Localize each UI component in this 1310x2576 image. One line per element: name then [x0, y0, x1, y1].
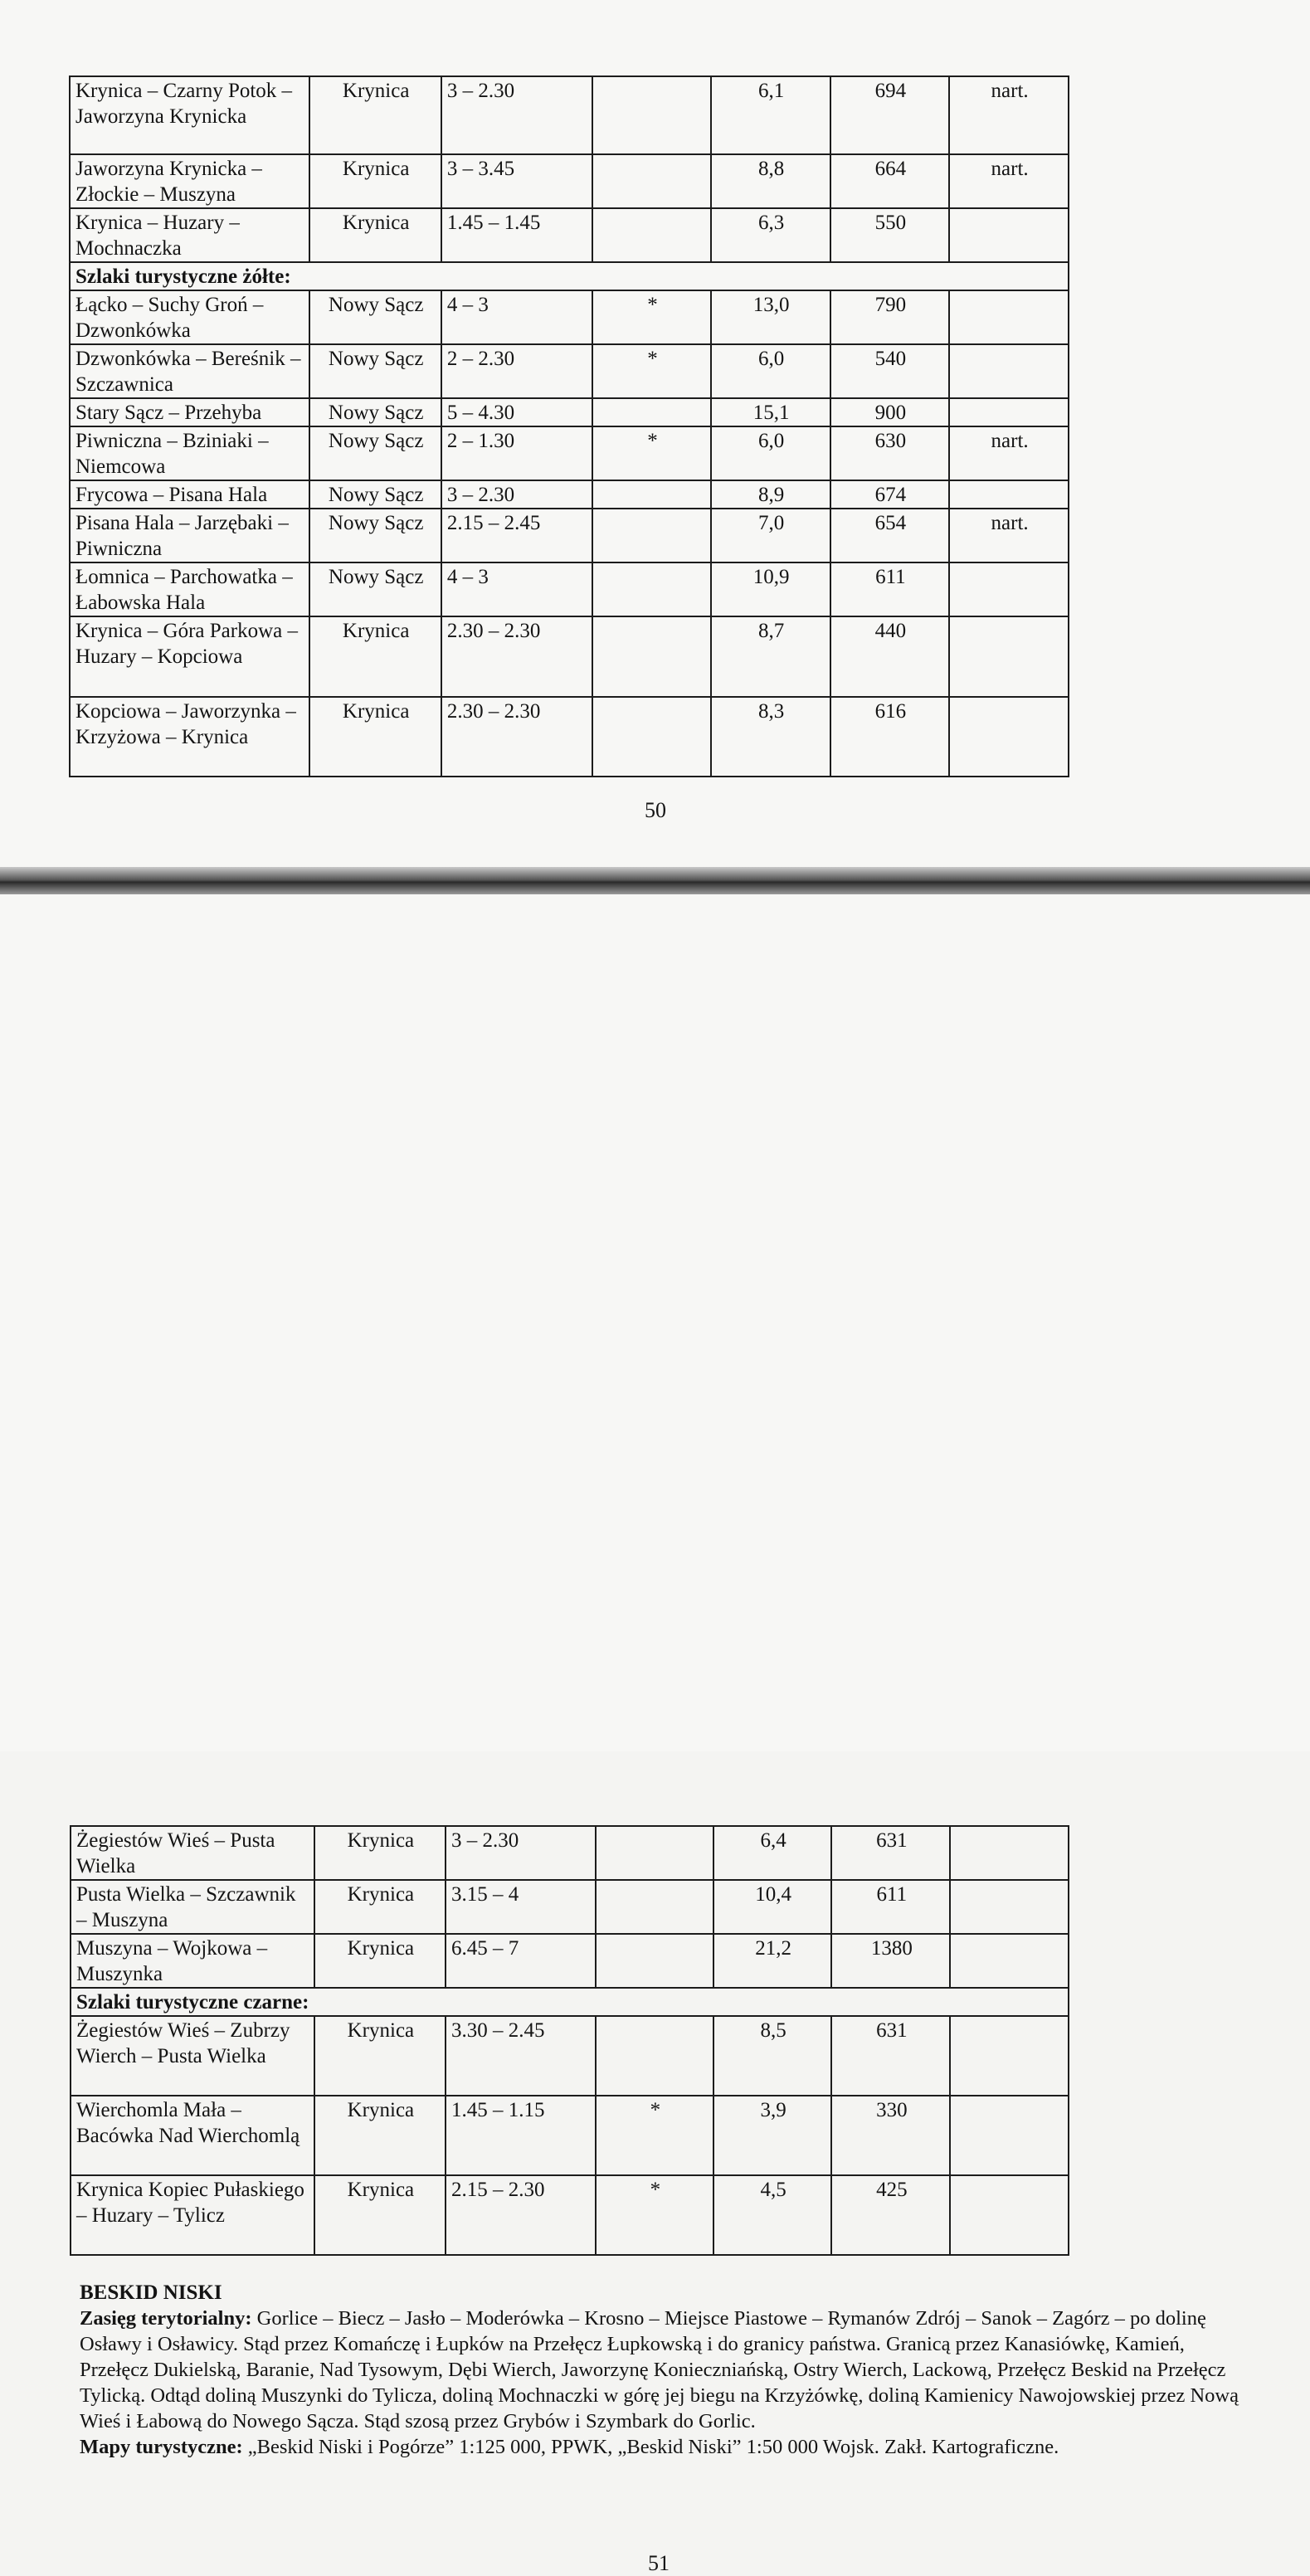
- cell-alt: 330: [831, 2096, 950, 2175]
- cell-map: Nowy Sącz: [309, 398, 441, 426]
- section-heading: BESKID NISKI: [80, 2281, 222, 2304]
- cell-dist: 7,0: [711, 509, 830, 562]
- cell-note: [950, 1880, 1069, 1934]
- cell-mark: [596, 1880, 713, 1934]
- cell-alt: 630: [830, 426, 950, 480]
- cell-dist: 13,0: [711, 290, 830, 344]
- cell-time: 5 – 4.30: [441, 398, 592, 426]
- cell-alt: 540: [830, 344, 950, 398]
- range-label: Zasięg terytorialny:: [80, 2307, 252, 2330]
- cell-mark: *: [592, 344, 711, 398]
- cell-route: Piwniczna – Bziniaki – Niemcowa: [70, 426, 309, 480]
- cell-dist: 10,9: [711, 562, 830, 616]
- cell-note: [949, 344, 1069, 398]
- cell-mark: [596, 1934, 713, 1988]
- cell-alt: 1380: [831, 1934, 950, 1988]
- cell-note: [950, 1826, 1069, 1880]
- cell-note: [949, 290, 1069, 344]
- cell-alt: 631: [831, 2016, 950, 2096]
- cell-alt: 611: [831, 1880, 950, 1934]
- beskid-niski-section: [80, 2280, 1249, 2460]
- table-row: [70, 290, 1069, 344]
- maps-label: Mapy turystyczne:: [80, 2436, 243, 2458]
- cell-dist: 6,0: [711, 426, 830, 480]
- cell-map: Krynica: [314, 1934, 446, 1988]
- cell-alt: 631: [831, 1826, 950, 1880]
- section-label: Szlaki turystyczne żółte:: [70, 262, 1069, 290]
- section-row: [71, 1988, 1069, 2016]
- cell-dist: 6,3: [711, 208, 830, 262]
- cell-map: Nowy Sącz: [309, 344, 441, 398]
- cell-note: nart.: [949, 426, 1069, 480]
- cell-time: 2.15 – 2.45: [441, 509, 592, 562]
- cell-time: 6.45 – 7: [446, 1934, 596, 1988]
- table-row: [71, 2175, 1069, 2255]
- territorial-range: [80, 2306, 1249, 2434]
- cell-time: 1.45 – 1.45: [441, 208, 592, 262]
- cell-time: 3 – 2.30: [446, 1826, 596, 1880]
- cell-dist: 8,9: [711, 480, 830, 509]
- cell-note: [950, 2016, 1069, 2096]
- cell-mark: [592, 154, 711, 208]
- page-number: 50: [645, 798, 666, 822]
- cell-mark: [592, 509, 711, 562]
- cell-route: Wierchomla Mała – Bacówka Nad Wierchomlą: [71, 2096, 314, 2175]
- cell-note: [949, 697, 1069, 777]
- cell-mark: [596, 2016, 713, 2096]
- cell-dist: 4,5: [713, 2175, 832, 2255]
- table-row: [70, 426, 1069, 480]
- table-row: [70, 398, 1069, 426]
- cell-route: Krynica Kopiec Pułaskiego – Huzary – Tylicz: [71, 2175, 314, 2255]
- cell-dist: 8,5: [713, 2016, 832, 2096]
- cell-dist: 3,9: [713, 2096, 832, 2175]
- cell-time: 3 – 2.30: [441, 76, 592, 154]
- cell-time: 4 – 3: [441, 562, 592, 616]
- cell-map: Krynica: [309, 616, 441, 697]
- trail-table-bottom: [70, 1825, 1069, 2256]
- cell-note: nart.: [949, 509, 1069, 562]
- cell-time: 3.15 – 4: [446, 1880, 596, 1934]
- cell-dist: 10,4: [713, 1880, 832, 1934]
- cell-route: Stary Sącz – Przehyba: [70, 398, 309, 426]
- cell-alt: 694: [830, 76, 950, 154]
- cell-route: Jaworzyna Krynicka – Złockie – Muszyna: [70, 154, 309, 208]
- cell-route: Muszyna – Wojkowa – Muszynka: [71, 1934, 314, 1988]
- cell-map: Krynica: [309, 154, 441, 208]
- cell-route: Krynica – Czarny Potok – Jaworzyna Krynicka: [70, 76, 309, 154]
- cell-alt: 674: [830, 480, 950, 509]
- cell-time: 2.30 – 2.30: [441, 616, 592, 697]
- cell-mark: [592, 562, 711, 616]
- cell-mark: *: [592, 290, 711, 344]
- cell-time: 3 – 2.30: [441, 480, 592, 509]
- cell-map: Krynica: [314, 2016, 446, 2096]
- range-text: Gorlice – Biecz – Jasło – Moderówka – Krosno – Miejsce Piastowe – Rymanów Zdrój – Sanok – Zagórz – po dolinę Osławy i Osławicy. Stąd przez Komańczę i Łupków na Przełęcz Łupkowską i do granicy państwa. Granicą przez Kanasiówkę, Kamień, Przełęcz Dukielską, Baranie, Nad Tysowym, Dębi Wierch, Jaworzynę Konieczniańską, Ostry Wierch, Lackową, Przełęcz Beskid na Przełęcz Tylicką. Odtąd doliną Muszynki do Tylicza, doliną Mochnaczki w górę jej biegu na Krzyżówkę, doliną Kamienicy Nawojowskiej przez Nową Wieś i Łabową do Nowego Sącza. Stąd szosą przez Grybów i Szymbark do Gorlic.: [80, 2307, 1239, 2432]
- cell-route: Pisana Hala – Jarzębaki – Piwniczna: [70, 509, 309, 562]
- cell-dist: 6,0: [711, 344, 830, 398]
- cell-dist: 8,7: [711, 616, 830, 697]
- cell-mark: [592, 616, 711, 697]
- cell-alt: 790: [830, 290, 950, 344]
- cell-note: [950, 1934, 1069, 1988]
- cell-time: 1.45 – 1.15: [446, 2096, 596, 2175]
- cell-mark: *: [596, 2096, 713, 2175]
- cell-mark: [592, 480, 711, 509]
- cell-map: Krynica: [314, 2096, 446, 2175]
- maps-text: „Beskid Niski i Pogórze” 1:125 000, PPWK, „Beskid Niski” 1:50 000 Wojsk. Zakł. Kartograficzne.: [247, 2436, 1059, 2458]
- cell-time: 2 – 2.30: [441, 344, 592, 398]
- cell-route: Dzwonkówka – Bereśnik – Szczawnica: [70, 344, 309, 398]
- cell-route: Łomnica – Parchowatka – Łabowska Hala: [70, 562, 309, 616]
- table-row: [70, 76, 1069, 154]
- page-50: [0, 0, 1310, 867]
- cell-dist: 15,1: [711, 398, 830, 426]
- cell-map: Krynica: [314, 2175, 446, 2255]
- cell-dist: 8,3: [711, 697, 830, 777]
- trail-table-top: [69, 75, 1069, 777]
- cell-mark: [592, 208, 711, 262]
- cell-map: Nowy Sącz: [309, 562, 441, 616]
- cell-time: 2.30 – 2.30: [441, 697, 592, 777]
- cell-alt: 550: [830, 208, 950, 262]
- section-label: Szlaki turystyczne czarne:: [71, 1988, 1069, 2016]
- table-row: [71, 2016, 1069, 2096]
- cell-note: [949, 398, 1069, 426]
- cell-note: [949, 480, 1069, 509]
- table-row: [70, 480, 1069, 509]
- cell-dist: 8,8: [711, 154, 830, 208]
- cell-alt: 664: [830, 154, 950, 208]
- section-row: [70, 262, 1069, 290]
- table-row: [71, 1880, 1069, 1934]
- cell-map: Krynica: [314, 1880, 446, 1934]
- cell-route: Krynica – Huzary – Mochnaczka: [70, 208, 309, 262]
- table-row: [71, 1826, 1069, 1880]
- cell-note: [949, 208, 1069, 262]
- cell-dist: 6,1: [711, 76, 830, 154]
- cell-route: Kopciowa – Jaworzynka – Krzyżowa – Krynica: [70, 697, 309, 777]
- cell-map: Krynica: [309, 208, 441, 262]
- cell-alt: 440: [830, 616, 950, 697]
- cell-map: Nowy Sącz: [309, 509, 441, 562]
- cell-map: Nowy Sącz: [309, 480, 441, 509]
- cell-mark: [592, 697, 711, 777]
- page-number: 51: [648, 2551, 670, 2575]
- cell-mark: *: [596, 2175, 713, 2255]
- cell-note: nart.: [949, 154, 1069, 208]
- page-51: [0, 894, 1310, 2575]
- cell-map: Nowy Sącz: [309, 290, 441, 344]
- cell-time: 4 – 3: [441, 290, 592, 344]
- cell-map: Krynica: [314, 1826, 446, 1880]
- cell-map: Krynica: [309, 697, 441, 777]
- cell-alt: 900: [830, 398, 950, 426]
- table-row: [70, 344, 1069, 398]
- table-row: [70, 562, 1069, 616]
- cell-alt: 616: [830, 697, 950, 777]
- table-row: [70, 616, 1069, 697]
- table-row: [70, 697, 1069, 777]
- cell-dist: 6,4: [713, 1826, 832, 1880]
- cell-time: 3.30 – 2.45: [446, 2016, 596, 2096]
- cell-alt: 654: [830, 509, 950, 562]
- cell-note: nart.: [949, 76, 1069, 154]
- cell-route: Łącko – Suchy Groń – Dzwonkówka: [70, 290, 309, 344]
- cell-route: Krynica – Góra Parkowa – Huzary – Kopciowa: [70, 616, 309, 697]
- table-row: [70, 208, 1069, 262]
- book-gutter: [0, 867, 1310, 894]
- cell-map: Nowy Sącz: [309, 426, 441, 480]
- cell-route: Frycowa – Pisana Hala: [70, 480, 309, 509]
- cell-note: [949, 562, 1069, 616]
- cell-mark: [596, 1826, 713, 1880]
- cell-route: Żegiestów Wieś – Zubrzy Wierch – Pusta Wielka: [71, 2016, 314, 2096]
- cell-note: [950, 2175, 1069, 2255]
- cell-mark: *: [592, 426, 711, 480]
- cell-mark: [592, 398, 711, 426]
- cell-map: Krynica: [309, 76, 441, 154]
- table-row: [71, 2096, 1069, 2175]
- cell-dist: 21,2: [713, 1934, 832, 1988]
- table-row: [70, 154, 1069, 208]
- cell-time: 2 – 1.30: [441, 426, 592, 480]
- tourist-maps: [80, 2434, 1249, 2460]
- table-row: [71, 1934, 1069, 1988]
- cell-alt: 611: [830, 562, 950, 616]
- cell-alt: 425: [831, 2175, 950, 2255]
- cell-mark: [592, 76, 711, 154]
- cell-time: 3 – 3.45: [441, 154, 592, 208]
- cell-route: Pusta Wielka – Szczawnik – Muszyna: [71, 1880, 314, 1934]
- cell-time: 2.15 – 2.30: [446, 2175, 596, 2255]
- table-row: [70, 509, 1069, 562]
- cell-route: Żegiestów Wieś – Pusta Wielka: [71, 1826, 314, 1880]
- cell-note: [949, 616, 1069, 697]
- cell-note: [950, 2096, 1069, 2175]
